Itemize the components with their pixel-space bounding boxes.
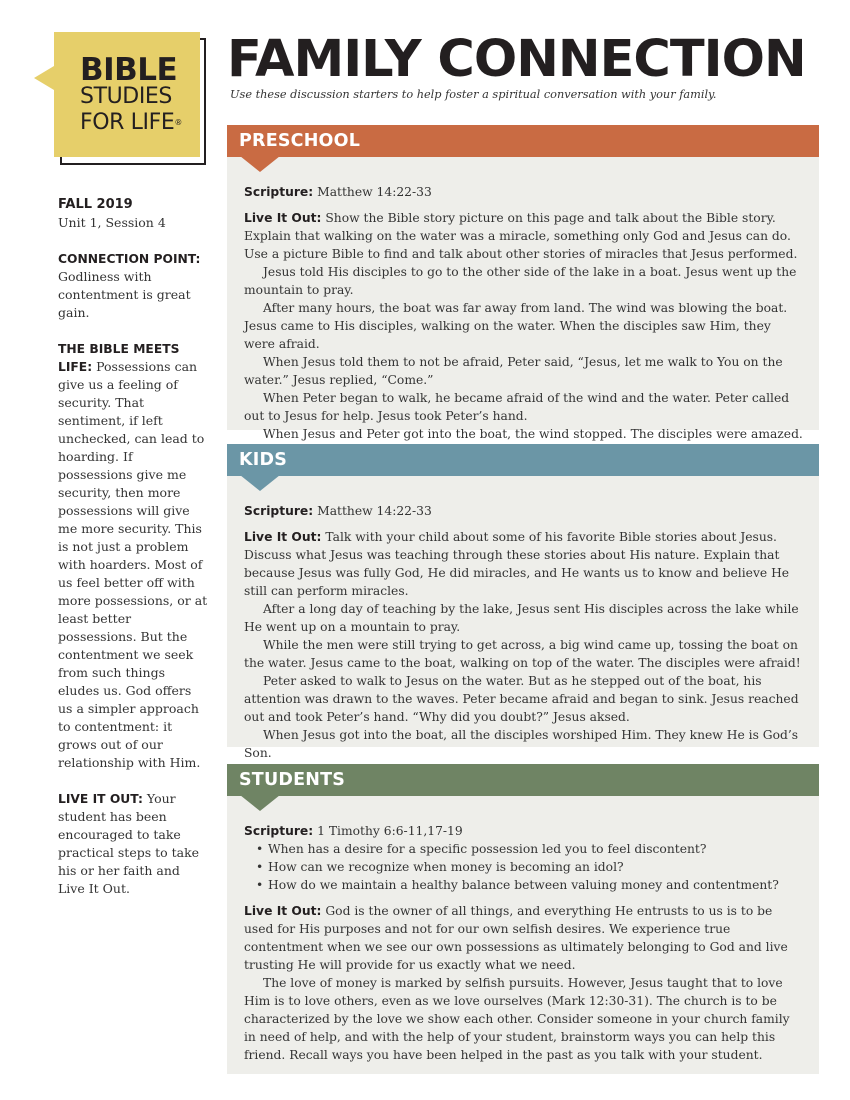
kids-heading: KIDS bbox=[239, 450, 288, 470]
students-heading: STUDENTS bbox=[239, 770, 346, 790]
story-paragraph: Jesus told His disciples to go to the other side of the lake in a boat. Jesus went up the mountain to pray. bbox=[244, 265, 797, 297]
logo-tab-shape bbox=[34, 66, 54, 90]
preschool-live-it-out bbox=[244, 209, 804, 263]
connection-point-label: CONNECTION POINT: bbox=[58, 252, 201, 266]
story-paragraph: Peter asked to walk to Jesus on the water. But as he stepped out of the boat, his attention was drawn to the waves. Peter became afraid and began to sink. Jesus reached out and took Peter’s hand. “Why did you doubt?” Jesus aksed. bbox=[244, 674, 799, 724]
logo-line-2: STUDIES bbox=[80, 84, 172, 109]
kids-band-notch bbox=[240, 475, 280, 491]
session-info bbox=[58, 196, 208, 232]
students-body bbox=[244, 822, 804, 1064]
bible-studies-for-life-logo bbox=[80, 52, 182, 136]
scripture-reference: Matthew 14:22-33 bbox=[317, 504, 432, 518]
discussion-questions bbox=[244, 840, 804, 894]
students-band-notch bbox=[240, 795, 280, 811]
preschool-header-band bbox=[227, 125, 819, 157]
preschool-band-notch bbox=[240, 156, 280, 172]
bible-meets-life bbox=[58, 340, 208, 772]
discussion-question: • How do we maintain a healthy balance between valuing money and contentment? bbox=[244, 876, 804, 894]
logo-line-1: BIBLE bbox=[80, 52, 178, 88]
students-header-band bbox=[227, 764, 819, 796]
discussion-question: • When has a desire for a specific possession led you to feel discontent? bbox=[244, 840, 804, 858]
live-it-out-text: Show the Bible story picture on this page and talk about the Bible story. Explain that walking on the water was a miracle, something only God and Jesus can do. Use a picture Bible to find and talk about other stories of miracles that Jesus performed. bbox=[244, 211, 798, 261]
scripture-reference: Matthew 14:22-33 bbox=[317, 185, 432, 199]
kids-header-band bbox=[227, 444, 819, 476]
scripture-label: Scripture: bbox=[244, 185, 314, 199]
story-paragraph: When Jesus told them to not be afraid, Peter said, “Jesus, let me walk to You on the water.” Jesus replied, “Come.” bbox=[244, 355, 783, 387]
bible-meets-life-label: THE BIBLE MEETS LIFE: bbox=[58, 342, 180, 374]
page-title: FAMILY CONNECTION bbox=[227, 30, 806, 89]
logo-line-3-text: FOR LIFE bbox=[80, 110, 175, 135]
scripture-reference: 1 Timothy 6:6-11,17-19 bbox=[317, 824, 463, 838]
story-paragraph: After many hours, the boat was far away from land. The wind was blowing the boat. Jesus came to His disciples, walking on the water. When the disciples saw Him, they were afraid. bbox=[244, 301, 788, 351]
registered-mark: ® bbox=[174, 118, 182, 127]
live-it-out-text: Talk with your child about some of his favorite Bible stories about Jesus. Discuss what Jesus was teaching through these stories about His nature. Explain that because Jesus was fully God, He did miracles, and He wants us to know and believe He still can perform miracles. bbox=[244, 530, 790, 598]
live-it-out-sidebar-label: LIVE IT OUT: bbox=[58, 792, 143, 806]
story-paragraph: After a long day of teaching by the lake, Jesus sent His disciples across the lake while He went up on a mountain to pray. bbox=[244, 602, 799, 634]
logo-line-3 bbox=[80, 110, 182, 136]
students-section bbox=[227, 764, 819, 1074]
preschool-body bbox=[244, 183, 804, 443]
body-paragraph: The love of money is marked by selfish pursuits. However, Jesus taught that to love Him is to love others, even as we love ourselves (Mark 12:30-31). The church is to be characterized by the love we show each other. Consider someone in your church family in need of help, and with the help of your student, brainstorm ways you can help this friend. Recall ways you have been helped in the past as you talk with your student. bbox=[244, 976, 790, 1062]
preschool-section bbox=[227, 125, 819, 441]
discussion-question: • How can we recognize when money is becoming an idol? bbox=[244, 858, 804, 876]
scripture-label: Scripture: bbox=[244, 824, 314, 838]
page-subtitle: Use these discussion starters to help foster a spiritual conversation with your family. bbox=[230, 88, 717, 101]
connection-point-text: Godliness with contentment is great gain. bbox=[58, 269, 191, 320]
bible-meets-life-text: Possessions can give us a feeling of security. That sentiment, if left unchecked, can lead to hoarding. If possessions give me security, then more possessions will give me more security. This is not just a problem with hoarders. Most of us feel better off with more possessions, or at least better possessions. But the contentment we seek from such things eludes us. God offers us a simpler approach to contentment: it grows out of our relationship with Him. bbox=[58, 359, 208, 770]
live-it-out-label: Live It Out: bbox=[244, 530, 322, 544]
kids-body bbox=[244, 502, 804, 762]
scripture-label: Scripture: bbox=[244, 504, 314, 518]
live-it-out-sidebar-text: Your student has been encouraged to take practical steps to take his or her faith and Live It Out. bbox=[58, 791, 200, 896]
kids-live-it-out bbox=[244, 528, 804, 600]
sidebar bbox=[58, 196, 208, 916]
live-it-out-text: God is the owner of all things, and everything He entrusts to us is to be used for His purposes and not for our own selfish desires. We experience true contentment when we see our own possessions as ultimately belonging to God and live trusting He will provide for us exactly what we need. bbox=[244, 904, 788, 972]
preschool-scripture bbox=[244, 183, 804, 201]
kids-section bbox=[227, 444, 819, 760]
story-paragraph: When Jesus and Peter got into the boat, the wind stopped. The disciples were amazed. bbox=[263, 427, 803, 441]
season-label: FALL 2019 bbox=[58, 197, 133, 212]
students-live-it-out bbox=[244, 902, 804, 974]
story-paragraph: When Jesus got into the boat, all the disciples worshiped Him. They knew He is God’s Son. bbox=[244, 728, 799, 760]
live-it-out-sidebar bbox=[58, 790, 208, 898]
students-scripture bbox=[244, 822, 804, 840]
kids-scripture bbox=[244, 502, 804, 520]
unit-label: Unit 1, Session 4 bbox=[58, 215, 166, 230]
live-it-out-label: Live It Out: bbox=[244, 904, 322, 918]
connection-point bbox=[58, 250, 208, 322]
story-paragraph: While the men were still trying to get across, a big wind came up, tossing the boat on the water. Jesus came to the boat, walking on top of the water. The disciples were afraid! bbox=[244, 638, 801, 670]
live-it-out-label: Live It Out: bbox=[244, 211, 322, 225]
preschool-heading: PRESCHOOL bbox=[239, 131, 361, 151]
story-paragraph: When Peter began to walk, he became afraid of the wind and the water. Peter called out to Jesus for help. Jesus took Peter’s hand. bbox=[244, 391, 790, 423]
